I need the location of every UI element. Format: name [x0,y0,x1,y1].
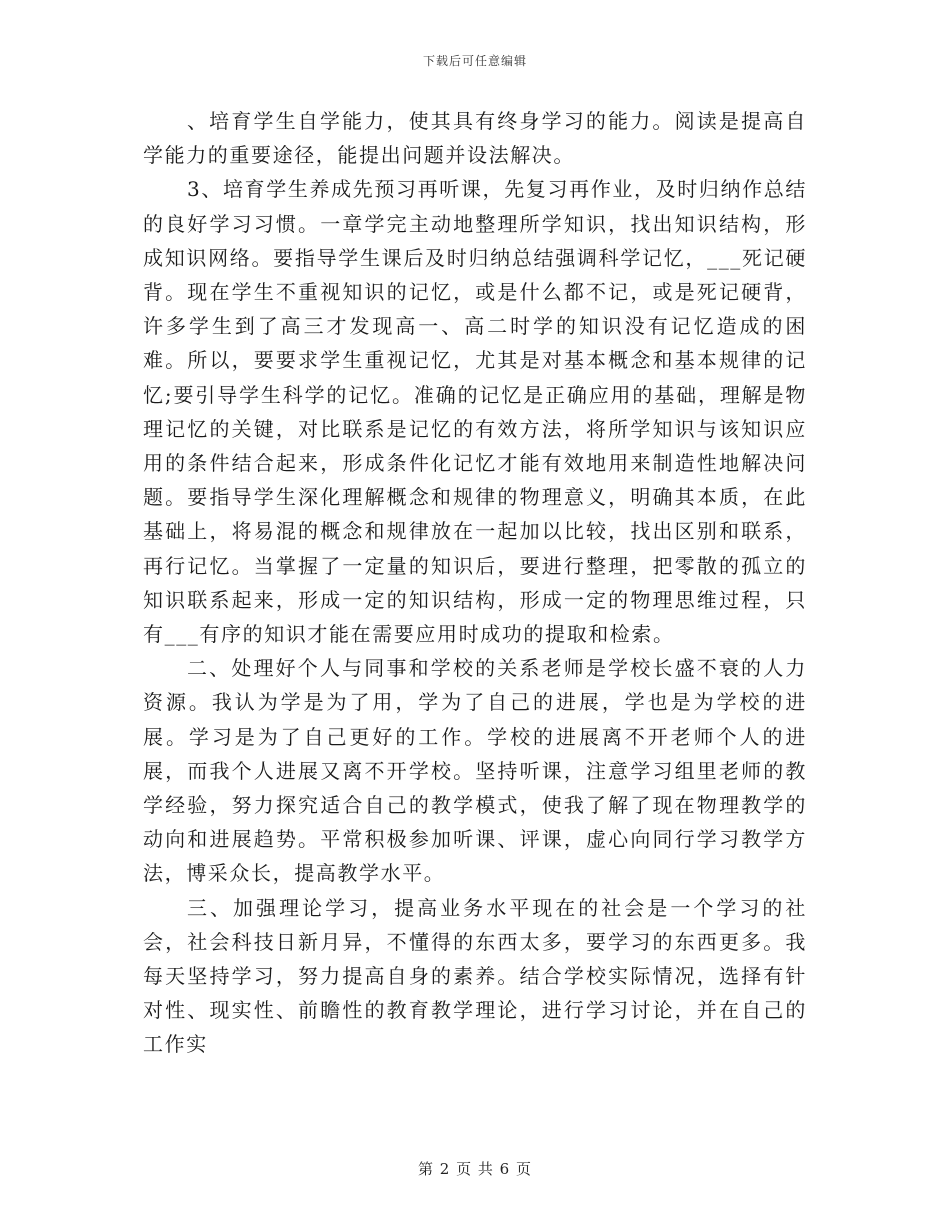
paragraph-relationships: 二、处理好个人与同事和学校的关系老师是学校长盛不衰的人力资源。我认为学是为了用，学为了自己的进展，学也是为学校的进展。学习是为了自己更好的工作。学校的进展离不开老师个人的进展，而我个人进展又离不开学校。坚持听课，注意学习组里老师的教学经验，努力探究适合自己的教学模式，使我了解了现在物理教学的动向和进展趋势。平常积极参加听课、评课，虚心向同行学习教学方法，博采众长，提高教学水平。 [143,656,807,886]
page-header: 下载后可任意编辑 [422,54,527,68]
paragraph-study-habits: 3、培育学生养成先预习再听课，先复习再作业，及时归纳作总结的良好学习习惯。一章学完主动地整理所学知识，找出知识结构，形成知识网络。要指导学生课后及时归纳总结强调科学记忆，___死记硬背。现在学生不重视知识的记忆，或是什么都不记，或是死记硬背，许多学生到了高三才发现高一、高二时学的知识没有记忆造成的困难。所以，要要求学生重视记忆，尤其是对基本概念和基本规律的记忆;要引导学生科学的记忆。准确的记忆是正确应用的基础，理解是物理记忆的关键，对比联系是记忆的有效方法，将所学知识与该知识应用的条件结合起来，形成条件化记忆才能有效地用来制造性地解决问题。要指导学生深化理解概念和规律的物理意义，明确其本质，在此基础上，将易混的概念和规律放在一起加以比较，找出区别和联系，再行记忆。当掌握了一定量的知识后，要进行整理，把零散的孤立的知识联系起来，形成一定的知识结构，形成一定的物理思维过程，只有___有序的知识才能在需要应用时成功的提取和检索。 [143,177,807,647]
paragraph-theory-study: 三、加强理论学习，提高业务水平现在的社会是一个学习的社会，社会科技日新月异，不懂得的东西太多，要学习的东西更多。我每天坚持学习，努力提高自身的素养。结合学校实际情况，选择有针对性、现实性、前瞻性的教育教学理论，进行学习讨论，并在自己的工作实 [143,895,807,1057]
paragraph-self-study: 、培育学生自学能力，使其具有终身学习的能力。阅读是提高自学能力的重要途径，能提出问题并设法解决。 [143,109,807,168]
document-body [143,104,807,1062]
page-number: 第 2 页 共 6 页 [418,1160,532,1178]
